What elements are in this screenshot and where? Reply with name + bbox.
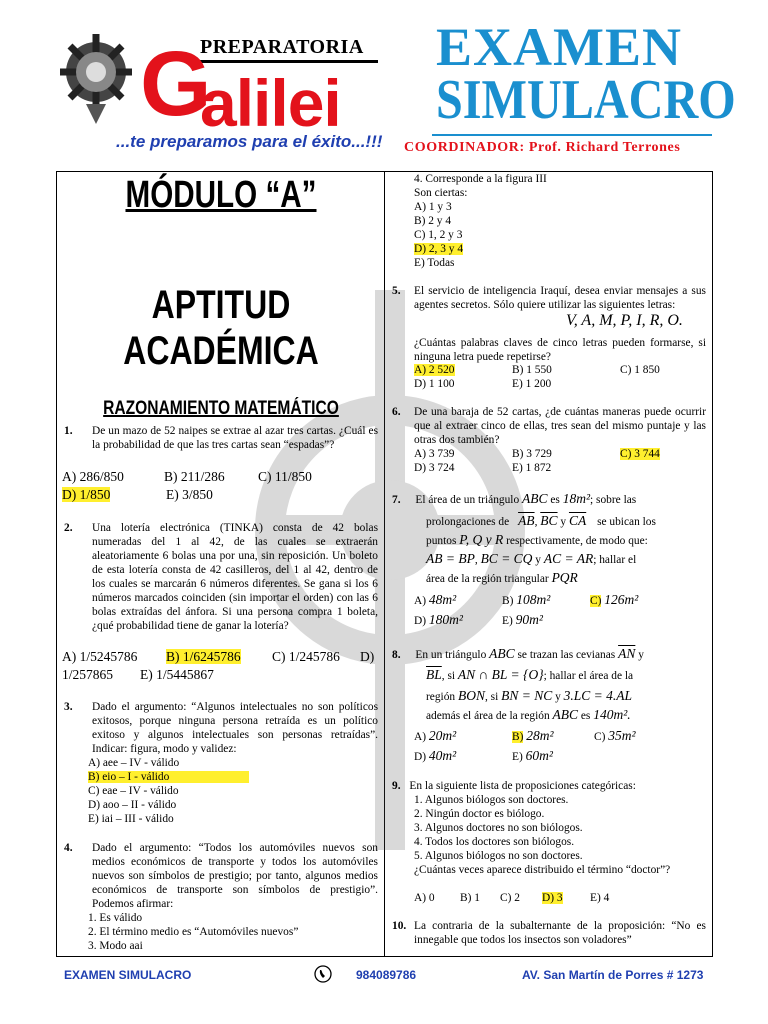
q9-item-2: 2. Ningún doctor es biólogo.: [414, 808, 545, 820]
q8-l3c: BN = NC: [501, 688, 553, 703]
q7-l4a: AB = BP: [426, 551, 475, 566]
q7-line-4: AB = BP, BC = CQ y AC = AR; hallar el: [426, 551, 637, 566]
q3-option-e: E) iai – III - válido: [88, 813, 174, 825]
q1-number: 1.: [64, 425, 73, 437]
q7-l4b: BC = CQ: [480, 551, 533, 566]
q8-line-3: [426, 689, 632, 704]
q4-option-c: C) 1, 2 y 3: [414, 229, 463, 241]
q8-l3e: 3.LC = 4.AL: [563, 688, 633, 703]
q7-l4d: ; hallar el: [593, 554, 637, 566]
gear-logo-icon: [56, 26, 136, 126]
q7-option-c-label: C): [590, 595, 602, 607]
q2-option-d-value: 1/257865: [62, 667, 114, 682]
q8-l1b: se trazan las cevianas: [517, 649, 616, 661]
q8-l2d: ; hallar el área de la: [543, 670, 634, 682]
q4-option-e: E) Todas: [414, 257, 455, 269]
question-10: [392, 919, 706, 947]
q8-l1d: y: [638, 649, 644, 661]
q2-number: 2.: [64, 522, 73, 534]
q7-line-2: prolongaciones de $\overline{AB}$, $\overline{BC}$ y $\overline{CA}$ se ubican los: [426, 513, 656, 528]
q10-number: 10.: [392, 920, 407, 932]
q7-l1b: es: [550, 494, 560, 506]
q8-l2a: $\overline{BL}$: [426, 667, 442, 682]
q7-option-e-label: E): [502, 615, 513, 627]
q8-option-a: [414, 729, 456, 744]
q5-option-e: E) 1 200: [512, 378, 552, 390]
q7-l4c: AC = AR: [543, 551, 594, 566]
q7-line-3: [426, 533, 648, 548]
q3-number: 3.: [64, 701, 73, 713]
brand-initial: G: [140, 33, 209, 135]
q8-option-e-label: E): [512, 751, 523, 763]
q5-number: 5.: [392, 285, 401, 297]
q9-number: 9.: [392, 780, 401, 792]
q7-option-e: [502, 613, 543, 628]
q8-l4b: es: [580, 710, 591, 722]
q7-l1a: El área de un triángulo: [415, 494, 520, 506]
q8-option-b: [512, 729, 554, 744]
q5-text-2: ¿Cuántas palabras claves de cinco letras pueden formarse, si ninguna letra puede repetirse?: [414, 337, 706, 363]
q8-l4m: ABC: [552, 707, 579, 722]
q9-item-3: 3. Algunos doctores no son biólogos.: [414, 822, 583, 834]
q9-text: En la siguiente lista de proposiciones categóricas:: [409, 780, 636, 792]
header-rule: [432, 134, 712, 136]
q3-option-d: D) aoo – II - válido: [88, 799, 177, 811]
q9-option-d: D) 3: [542, 892, 563, 904]
q2-option-a: A) 1/5245786: [62, 649, 138, 664]
aptitud-line-2: ACADÉMICA: [123, 329, 319, 373]
q8-l4c: 140m².: [593, 707, 631, 722]
aptitud-title: [91, 282, 352, 374]
q2-option-b: B) 1/6245786: [166, 649, 241, 664]
q6-number: 6.: [392, 406, 401, 418]
q7-option-e-value: 90m²: [515, 612, 543, 627]
q7-option-b: [502, 593, 550, 608]
q7-option-d: [414, 613, 463, 628]
q8-option-d-label: D): [414, 751, 427, 763]
q8-l1a: En un triángulo: [415, 649, 487, 661]
q3-option-c: C) eae – IV - válido: [88, 785, 179, 797]
q7-l2a: prolongaciones de: [426, 516, 510, 528]
q8-l2c: AN ∩ BL = {O}: [457, 667, 544, 682]
q8-l3a: región: [426, 691, 456, 703]
q7-line-5: [426, 571, 578, 586]
q2-option-e: E) 1/5445867: [140, 667, 214, 682]
q7-l1c: 18m²: [562, 491, 591, 506]
phone-icon: [314, 965, 332, 983]
q7-option-b-label: B): [502, 595, 514, 607]
q7-number: 7.: [392, 494, 401, 506]
q8-option-a-value: 20m²: [428, 728, 457, 743]
question-6: [392, 405, 706, 447]
q8-l3d: y: [555, 691, 561, 703]
exam-subtitle: SIMULACRO: [436, 69, 736, 131]
q4-text: Dado el argumento: “Todos los automóviles nuevos son medios económicos de transporte y todos los automóviles nuevos son símbolos de prestigio; por tanto, algunos medios económicos de transporte son símbolos de prestigio”. Podemos afirmar:: [92, 842, 378, 910]
q7-option-d-label: D): [414, 615, 427, 627]
q9-option-a: A) 0: [414, 892, 435, 904]
q7-option-a: [414, 593, 456, 608]
q4-number: 4.: [64, 842, 73, 854]
q6-option-c: C) 3 744: [620, 448, 660, 460]
q7-l2m1: $\overline{AB}$: [518, 513, 535, 528]
brand-name: alilei: [200, 66, 341, 140]
q7-l4y: y: [535, 554, 541, 566]
q7-option-c-value: 126m²: [604, 592, 639, 607]
q7-l2m2: $\overline{BC}$: [540, 513, 558, 528]
q8-option-b-value: 28m²: [526, 728, 554, 743]
question-4: [64, 841, 378, 911]
q7-l3b: respectivamente, de modo que:: [506, 535, 648, 547]
q4-item-2: 2. El término medio es “Automóviles nuevos”: [88, 926, 299, 938]
q7-option-a-label: A): [414, 595, 427, 607]
q7-l5m: PQR: [551, 570, 578, 585]
q4-item-4: 4. Corresponde a la figura III: [414, 173, 547, 185]
q5-option-c: C) 1 850: [620, 364, 660, 376]
q8-l1c: $\overline{AN}$: [618, 646, 636, 661]
q4-option-a: A) 1 y 3: [414, 201, 452, 213]
question-2: [64, 521, 378, 633]
q5-option-b: B) 1 550: [512, 364, 552, 376]
q6-option-b: B) 3 729: [512, 448, 552, 460]
q9-option-e: E) 4: [590, 892, 610, 904]
q4-item-3: 3. Modo aai: [88, 940, 143, 952]
q7-option-d-value: 180m²: [428, 612, 463, 627]
q4-option-b: B) 2 y 4: [414, 215, 452, 227]
question-5: [392, 284, 706, 312]
q6-option-d: D) 3 724: [414, 462, 455, 474]
q8-option-d-value: 40m²: [428, 748, 457, 763]
section-title: RAZONAMIENTO MATEMÁTICO: [103, 398, 339, 419]
q5-option-d: D) 1 100: [414, 378, 455, 390]
q9-option-b: B) 1: [460, 892, 480, 904]
q6-option-e: E) 1 872: [512, 462, 552, 474]
q8-option-a-label: A): [414, 731, 427, 743]
question-1: [64, 424, 378, 452]
q8-l1m: ABC: [489, 646, 515, 661]
q1-option-d: D) 1/850: [62, 487, 111, 502]
q7-l2b: se ubican los: [597, 516, 656, 528]
q8-option-c: [594, 729, 636, 744]
q3-option-b: B) eio – I - válido: [88, 771, 249, 783]
footer-exam-label: EXAMEN SIMULACRO: [64, 968, 192, 982]
q7-l1d: ; sobre las: [590, 494, 637, 506]
question-3: [64, 700, 378, 756]
q8-option-c-label: C): [594, 731, 606, 743]
q8-l3b: , si: [484, 691, 499, 703]
q2-text: Una lotería electrónica (TINKA) consta de 42 bolas numeradas del 1 al 42, de las cuales se extraerán aleatoriamente 6 bolas una por una, sin reposición. Un boleto de esta lotería consta de 42 casilleros, del 1 al 42, dentro de los cuales se marcarán 6 números diferentes. Se gana si los 6 números marcados coinciden (sin importar el orden) con las 6 bolas extraídas del ánfora. Si una persona compra 1 boleta, ¿qué probabilidad tiene de ganar la lotería?: [92, 522, 378, 632]
footer-address: AV. San Martín de Porres # 1273: [522, 968, 704, 982]
q7-l3a: puntos: [426, 535, 457, 547]
q7-l2m3: $\overline{CA}$: [568, 513, 587, 528]
q1-option-c: C) 11/850: [258, 469, 312, 484]
q8-option-e-value: 60m²: [525, 748, 553, 763]
question-7: [392, 492, 636, 507]
q7-option-c: [590, 593, 638, 608]
q7-l3m: P, Q y R: [459, 532, 504, 547]
q4-son-ciertas: Son ciertas:: [414, 187, 468, 199]
q7-option-a-value: 48m²: [428, 592, 457, 607]
q4-item-1: 1. Es válido: [88, 912, 143, 924]
q2-option-c: C) 1/245786: [272, 649, 340, 664]
q7-l5a: área de la región triangular: [426, 573, 549, 585]
q8-l2b: , si: [441, 670, 456, 682]
q8-l3m: BON: [457, 688, 485, 703]
q8-l4a: además el área de la región: [426, 710, 550, 722]
exam-title: EXAMEN: [436, 17, 682, 77]
aptitud-line-1: APTITUD: [151, 283, 291, 327]
q8-option-d: [414, 749, 456, 764]
q5-text-1: El servicio de inteligencia Iraquí, desea enviar mensajes a sus agentes secretos. Sólo quiere utilizar las siguientes letras:: [414, 285, 706, 311]
q3-option-a: A) aee – IV - válido: [88, 757, 180, 769]
q8-option-e: [512, 749, 553, 764]
q9-question: ¿Cuántas veces aparece distribuido el término “doctor”?: [414, 864, 671, 876]
q5-letters: V, A, M, P, I, R, O.: [566, 312, 683, 329]
coordinator: COORDINADOR: Prof. Richard Terrones: [404, 140, 681, 155]
q1-option-a: A) 286/850: [62, 469, 124, 484]
q9-item-5: 5. Algunos biólogos no son doctores.: [414, 850, 583, 862]
q6-option-a: A) 3 739: [414, 448, 455, 460]
brand-slogan: ...te preparamos para el éxito...!!!: [116, 132, 383, 151]
brand-preparatoria: PREPARATORIA: [200, 36, 364, 58]
q1-text: De un mazo de 52 naipes se extrae al azar tres cartas. ¿Cuál es la probabilidad de que las tres cartas sean “espadas”?: [92, 425, 378, 451]
footer-phone: 984089786: [356, 968, 417, 982]
q5-option-a: A) 2 520: [414, 364, 455, 376]
q2-option-d: D): [360, 649, 375, 664]
q9-item-1: 1. Algunos biólogos son doctores.: [414, 794, 569, 806]
q8-number: 8.: [392, 649, 401, 661]
q9-option-c: C) 2: [500, 892, 520, 904]
q7-option-b-value: 108m²: [516, 592, 551, 607]
q8-line-4: [426, 708, 631, 723]
q4-option-d: D) 2, 3 y 4: [414, 243, 464, 255]
q7-l1m: ABC: [522, 491, 548, 506]
module-title: MÓDULO “A”: [125, 174, 317, 216]
question-8: [392, 647, 644, 662]
q10-text: La contraria de la subalternante de la proposición: “No es innegable que todos los insectos son voladores”: [414, 920, 706, 946]
q8-option-c-value: 35m²: [608, 728, 636, 743]
q9-item-4: 4. Todos los doctores son biólogos.: [414, 836, 575, 848]
q1-option-b: B) 211/286: [164, 469, 225, 484]
brand-arrow-line: [198, 60, 378, 63]
q1-option-e: E) 3/850: [166, 487, 213, 502]
q6-text: De una baraja de 52 cartas, ¿de cuántas maneras puede ocurrir que al extraer cinco de ellas, tres sean del mismo puntaje y las otras dos también?: [414, 406, 706, 446]
q8-line-2: [426, 668, 633, 683]
q7-l2y: y: [560, 516, 567, 528]
q3-text: Dado el argumento: “Algunos intelectuales no son políticos exitosos, porque ninguna persona retraída es un político exitoso y algunos intelectuales son personas retraídas”. Indicar: figura, modo y validez:: [92, 701, 378, 755]
question-9: [392, 779, 636, 793]
q8-option-b-label: B): [512, 731, 524, 743]
